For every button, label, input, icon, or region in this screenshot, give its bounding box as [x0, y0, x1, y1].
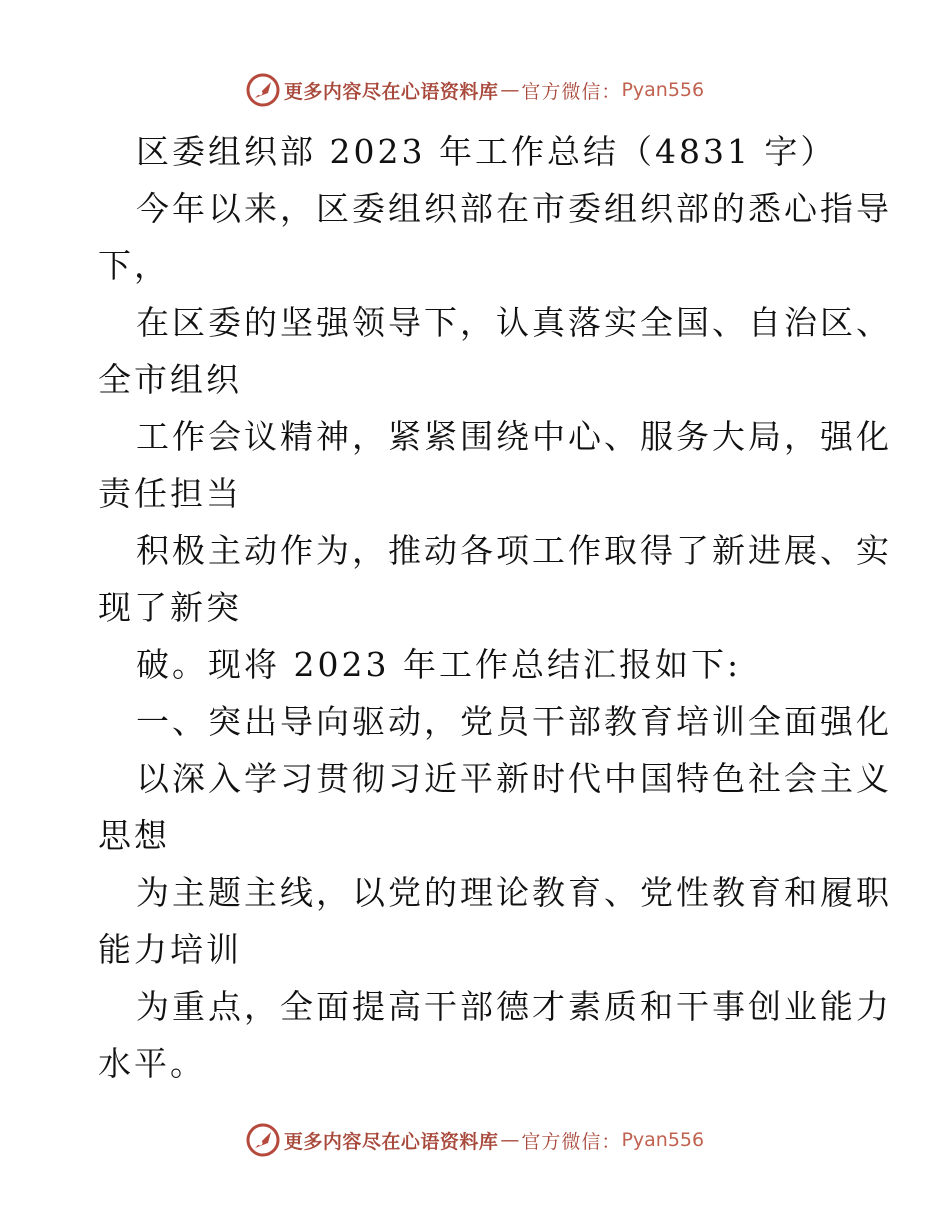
watermark-separator: — — [500, 1129, 520, 1151]
doc-line: 以深入学习贯彻习近平新时代中国特色社会主义 — [136, 759, 892, 798]
watermark-handle: Pyan556 — [621, 79, 705, 101]
watermark-handle: Pyan556 — [621, 1129, 705, 1151]
watermark-main-text: 更多内容尽在心语资料库 — [283, 1130, 499, 1153]
watermark-separator: — — [500, 79, 520, 101]
doc-line: 积极主动作为，推动各项工作取得了新进展、实 — [136, 531, 892, 570]
doc-line: 破。现将 2023 年工作总结汇报如下: — [136, 645, 742, 684]
doc-line: 工作会议精神，紧紧围绕中心、服务大局，强化 — [136, 417, 892, 456]
document-body — [98, 124, 892, 1093]
doc-line: 为主题主线，以党的理论教育、党性教育和履职 — [136, 873, 892, 912]
header-watermark — [0, 70, 950, 110]
watermark-wechat-label: 官方微信： — [521, 80, 622, 103]
doc-line: 现了新突 — [98, 588, 242, 627]
doc-line: 为重点，全面提高干部德才素质和干事创业能力 — [136, 987, 892, 1026]
doc-line: 在区委的坚强领导下，认真落实全国、自治区、 — [136, 303, 892, 342]
doc-line: 下， — [98, 246, 170, 285]
doc-line: 今年以来，区委组织部在市委组织部的悉心指导 — [136, 189, 892, 228]
doc-line: 全市组织 — [98, 360, 242, 399]
watermark-main-text: 更多内容尽在心语资料库 — [283, 80, 499, 103]
doc-line: 责任担当 — [98, 474, 242, 513]
doc-section-heading: 一、突出导向驱动，党员干部教育培训全面强化 — [136, 702, 892, 741]
doc-title: 区委组织部 2023 年工作总结（4831 字） — [136, 132, 837, 171]
doc-line: 思想 — [98, 816, 170, 855]
doc-line: 水平。 — [98, 1044, 206, 1083]
footer-watermark — [0, 1120, 950, 1160]
logo-icon — [246, 1123, 280, 1157]
doc-line: 能力培训 — [98, 930, 242, 969]
watermark-wechat-label: 官方微信： — [521, 1130, 622, 1153]
logo-icon — [246, 73, 280, 107]
